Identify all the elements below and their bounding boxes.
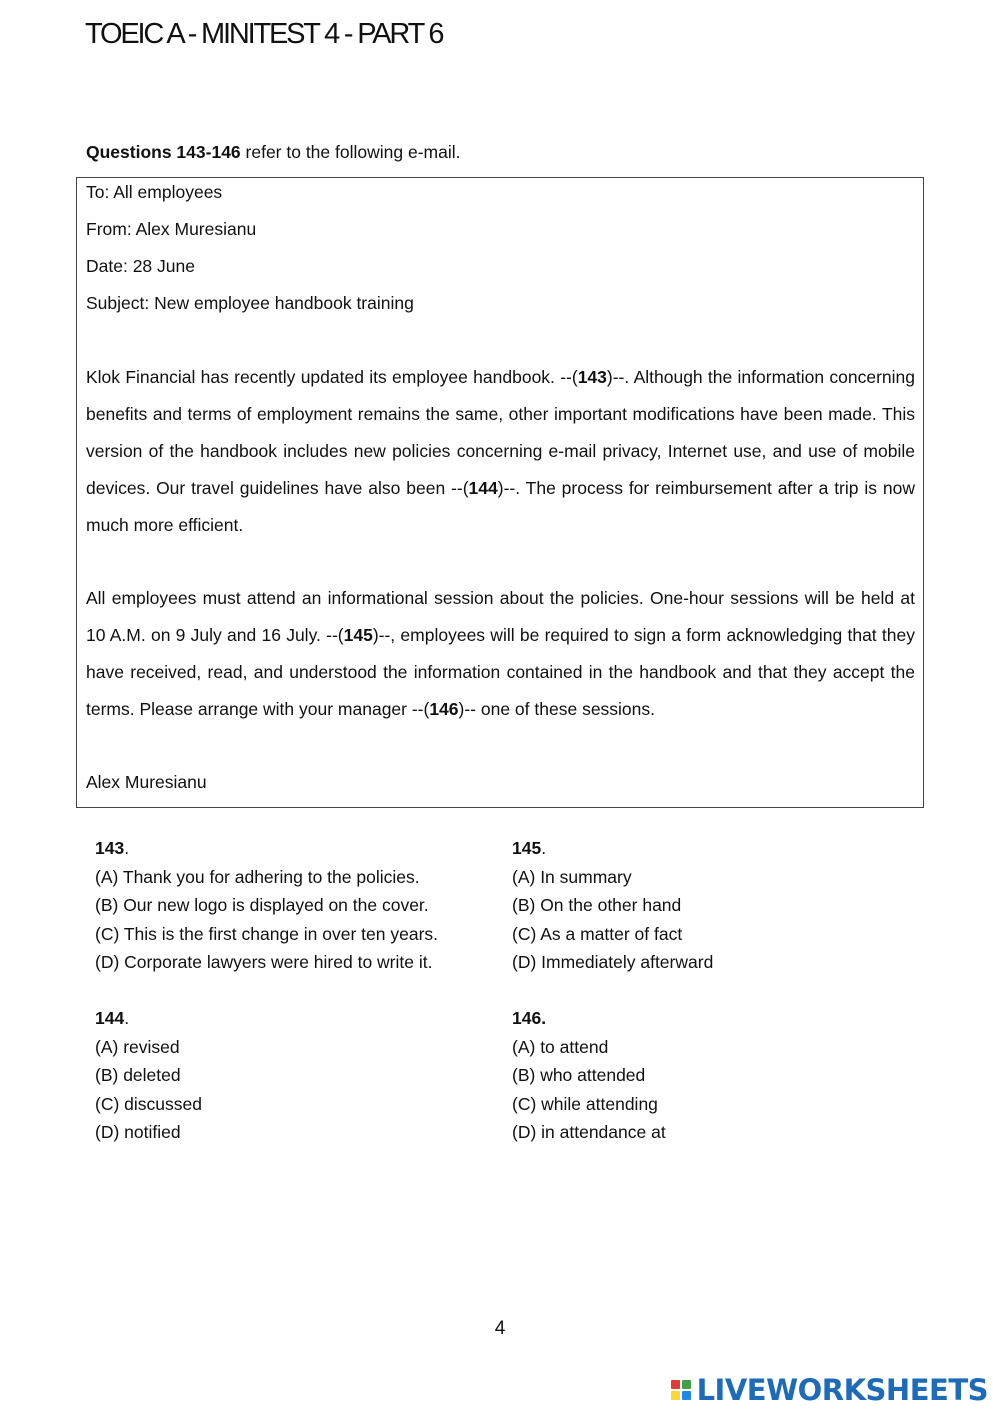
intro-text: refer to the following e-mail.: [240, 142, 461, 162]
option-a[interactable]: (A) Thank you for adhering to the policies.: [95, 866, 420, 887]
question-143: [95, 834, 438, 977]
questions-intro: [86, 142, 460, 163]
logo-square-blue: [682, 1391, 691, 1400]
logo-text: LIVEWORKSHEETS: [696, 1373, 988, 1407]
logo-square-green: [682, 1380, 691, 1389]
page-number: 4: [494, 1318, 506, 1339]
question-number-suffix: .: [541, 838, 547, 858]
option-b[interactable]: (B) deleted: [95, 1065, 181, 1085]
option-b[interactable]: (B) who attended: [512, 1065, 646, 1085]
email-signature: Alex Muresianu: [86, 772, 207, 792]
p2-text-c: )--, employees will be required to sign a form acknowledging that they have received, read, and understood the information contained in the handbook and that they accept the terms. Please arrange with your manager --(: [86, 625, 915, 719]
option-d[interactable]: (D) in attendance at: [512, 1122, 666, 1142]
question-number-suffix: .: [124, 838, 130, 858]
question-number: 144: [95, 1008, 125, 1028]
question-145: [512, 834, 713, 977]
blank-146: 146: [429, 699, 459, 719]
p1-text-a: Klok Financial has recently updated its employee handbook. --(: [86, 367, 578, 387]
email-from: From: Alex Muresianu: [86, 219, 257, 239]
email-paragraph-1: [86, 359, 915, 544]
p2-text-d: )-- one of these sessions.: [458, 699, 656, 719]
question-number: 145: [512, 838, 542, 858]
question-number: 146.: [512, 1008, 547, 1028]
logo-square-red: [671, 1380, 680, 1389]
liveworksheets-logo[interactable]: [671, 1374, 988, 1406]
worksheet-title: TOEIC A - MINITEST 4 - PART 6: [85, 18, 443, 50]
option-c[interactable]: (C) discussed: [95, 1093, 202, 1114]
option-b[interactable]: (B) Our new logo is displayed on the cover.: [95, 895, 429, 915]
questions-range: Questions 143-146: [86, 142, 241, 162]
option-a[interactable]: (A) to attend: [512, 1036, 609, 1057]
option-b[interactable]: (B) On the other hand: [512, 895, 682, 915]
email-to: To: All employees: [86, 182, 223, 202]
question-number-suffix: .: [124, 1008, 130, 1028]
email-box: [76, 177, 924, 808]
p1-text-c: )--. Although the information concerning benefits and terms of employment remains the same, other important modifications have been made. This version of the handbook includes new policies concerning e-mail privacy, Internet use, and use of mobile devices. Our travel guidelines have also been --(: [86, 367, 916, 498]
question-144: [95, 1004, 202, 1147]
blank-144: 144: [468, 478, 498, 498]
option-c[interactable]: (C) This is the first change in over ten years.: [95, 923, 439, 944]
option-a[interactable]: (A) revised: [95, 1036, 180, 1057]
email-subject: Subject: New employee handbook training: [86, 293, 414, 313]
blank-145: 145: [343, 625, 373, 645]
option-d[interactable]: (D) notified: [95, 1122, 181, 1142]
p2-text-a: All employees must attend an informational session about the policies. One-hour sessions will be held at 10 A.M. on 9 July and 16 July. --(: [86, 588, 915, 645]
question-number: 143: [95, 838, 125, 858]
email-paragraph-2: [86, 580, 915, 728]
question-146: [512, 1004, 666, 1147]
option-c[interactable]: (C) As a matter of fact: [512, 923, 683, 944]
logo-square-yellow: [671, 1391, 680, 1400]
p1-text-d: )--. The process for reimbursement after a trip is now much more efficient.: [86, 478, 915, 535]
logo-squares-icon: [671, 1380, 691, 1400]
email-date: Date: 28 June: [86, 256, 195, 276]
option-a[interactable]: (A) In summary: [512, 866, 632, 887]
option-c[interactable]: (C) while attending: [512, 1093, 658, 1114]
option-d[interactable]: (D) Immediately afterward: [512, 952, 714, 972]
option-d[interactable]: (D) Corporate lawyers were hired to write it.: [95, 952, 433, 972]
blank-143: 143: [577, 367, 607, 387]
